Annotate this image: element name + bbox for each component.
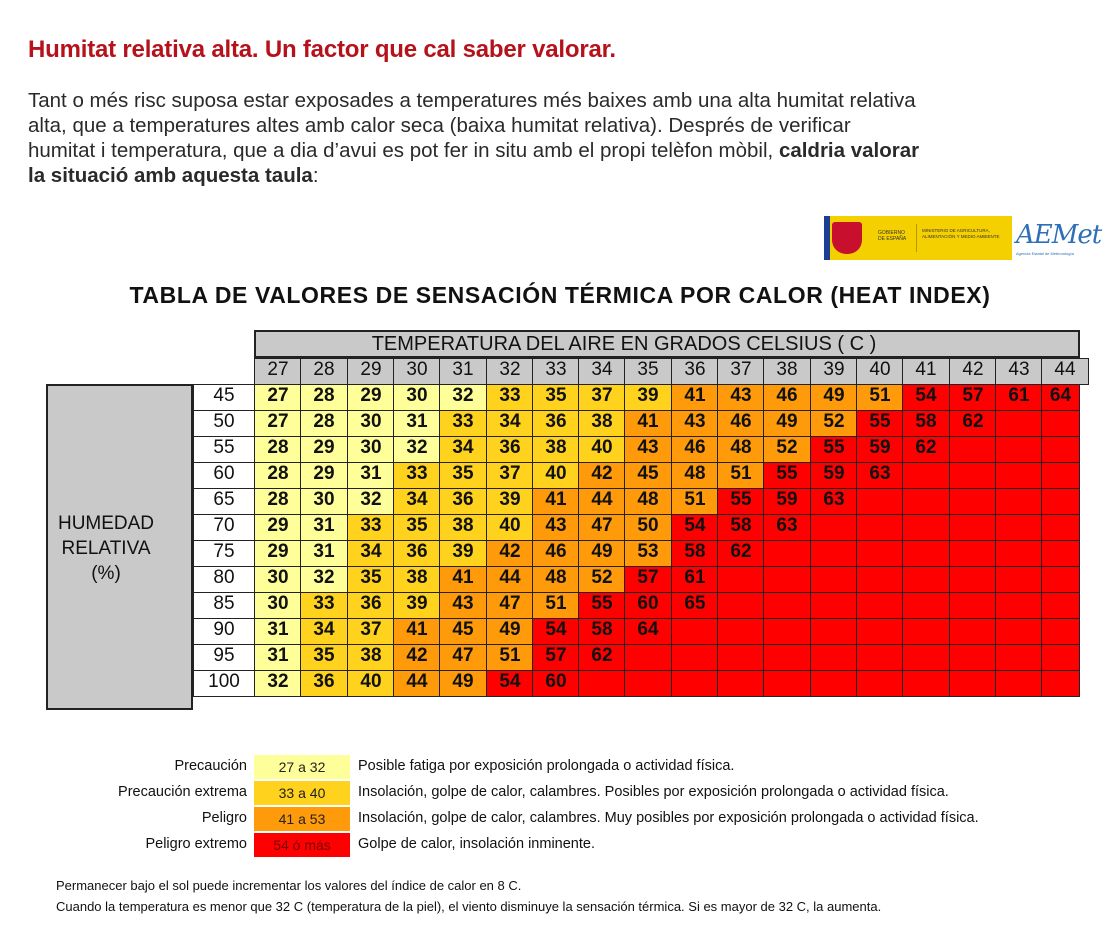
- heat-index-cell: 38: [439, 514, 487, 541]
- heat-index-cell: [995, 618, 1043, 645]
- legend-box-peligro: 41 a 53: [254, 807, 350, 831]
- heat-index-cell: 33: [439, 410, 487, 437]
- heat-index-cell: [995, 566, 1043, 593]
- heat-index-cell: 32: [439, 384, 487, 411]
- heat-index-cell: [856, 644, 904, 671]
- heat-index-cell: [856, 540, 904, 567]
- humidity-row-header: 95: [193, 644, 255, 671]
- legend-box-precaucion: 27 a 32: [254, 755, 350, 779]
- intro-line-1: Tant o més risc suposa estar exposades a temperatures més baixes amb una alta humitat relativa: [28, 89, 916, 112]
- heat-index-cell: [856, 618, 904, 645]
- heat-index-cell: [763, 644, 811, 671]
- temperature-header-cell: 27: [254, 358, 302, 385]
- heat-index-cell: [995, 436, 1043, 463]
- heat-index-cell: 29: [347, 384, 395, 411]
- heat-index-cell: [856, 488, 904, 515]
- heat-index-cell: 29: [254, 540, 302, 567]
- heat-index-cell: 30: [254, 566, 302, 593]
- heat-index-cell: 39: [486, 488, 534, 515]
- heat-index-cell: 61: [995, 384, 1043, 411]
- heat-index-cell: [995, 670, 1043, 697]
- heat-index-cell: 27: [254, 384, 302, 411]
- temperature-header: TEMPERATURA DEL AIRE EN GRADOS CELSIUS ( C ): [371, 333, 877, 355]
- heat-index-cell: 42: [486, 540, 534, 567]
- heat-index-cell: [902, 644, 950, 671]
- heat-index-cell: 42: [578, 462, 626, 489]
- heat-index-cell: 41: [671, 384, 719, 411]
- heat-index-cell: [902, 618, 950, 645]
- flag-band: [824, 216, 830, 260]
- heat-index-cell: 30: [347, 410, 395, 437]
- heat-index-cell: 30: [347, 436, 395, 463]
- intro-line-4: [28, 163, 1088, 188]
- temperature-header-cell: 34: [578, 358, 626, 385]
- heat-index-cell: 54: [532, 618, 580, 645]
- heat-index-cell: [1041, 644, 1080, 671]
- heat-index-cell: 33: [486, 384, 534, 411]
- heat-index-cell: [949, 566, 997, 593]
- heat-index-cell: 33: [393, 462, 441, 489]
- heat-index-cell: 41: [624, 410, 672, 437]
- temperature-header-cell: 43: [995, 358, 1043, 385]
- heat-index-cell: 45: [439, 618, 487, 645]
- heat-index-cell: 34: [393, 488, 441, 515]
- heat-index-cell: 40: [486, 514, 534, 541]
- heat-index-cell: [902, 462, 950, 489]
- page-heading: Humitat relativa alta. Un factor que cal saber valorar.: [28, 36, 616, 63]
- humidity-row-header: 60: [193, 462, 255, 489]
- humidity-row-header: 55: [193, 436, 255, 463]
- humidity-row-header: 85: [193, 592, 255, 619]
- heat-index-cell: 32: [393, 436, 441, 463]
- heat-index-cell: 55: [763, 462, 811, 489]
- heat-index-cell: 40: [578, 436, 626, 463]
- heat-index-cell: 50: [624, 514, 672, 541]
- heat-index-cell: 40: [532, 462, 580, 489]
- heat-index-cell: 60: [532, 670, 580, 697]
- heat-index-cell: [1041, 410, 1080, 437]
- intro-line-2: alta, que a temperatures altes amb calor seca (baixa humitat relativa). Després de verificar: [28, 114, 851, 137]
- heat-index-cell: 31: [254, 644, 302, 671]
- heat-index-cell: [949, 592, 997, 619]
- heat-index-cell: [717, 670, 765, 697]
- heat-index-cell: [995, 592, 1043, 619]
- heat-index-cell: 62: [717, 540, 765, 567]
- heat-index-cell: [856, 592, 904, 619]
- legend-desc-precaucion-extrema: Insolación, golpe de calor, calambres. Posibles por exposición prolongada o actividad física.: [358, 784, 949, 800]
- heat-index-cell: [624, 670, 672, 697]
- temperature-header-cell: 32: [486, 358, 534, 385]
- heat-index-cell: 32: [347, 488, 395, 515]
- legend-label-precaucion-extrema: Precaución extrema: [118, 784, 247, 800]
- heat-index-cell: 51: [717, 462, 765, 489]
- heat-index-cell: [717, 566, 765, 593]
- heat-index-cell: [949, 618, 997, 645]
- heat-index-cell: 44: [578, 488, 626, 515]
- heat-index-cell: 52: [810, 410, 858, 437]
- heat-index-cell: 57: [624, 566, 672, 593]
- humidity-label-line-3: (%): [91, 563, 121, 584]
- heat-index-cell: 63: [810, 488, 858, 515]
- heat-index-cell: 30: [393, 384, 441, 411]
- temperature-header-cell: 31: [439, 358, 487, 385]
- heat-index-cell: 39: [439, 540, 487, 567]
- humidity-label: [46, 511, 166, 586]
- heat-index-cell: [763, 566, 811, 593]
- heat-index-cell: [902, 670, 950, 697]
- heat-index-cell: 35: [393, 514, 441, 541]
- heat-index-cell: 29: [300, 462, 348, 489]
- heat-index-cell: [717, 644, 765, 671]
- ministerio-text: MINISTERIO DE AGRICULTURA, ALIMENTACIÓN Y MEDIO AMBIENTE: [922, 228, 1000, 239]
- heat-index-cell: [995, 540, 1043, 567]
- temperature-header-cell: 37: [717, 358, 765, 385]
- heat-index-cell: 39: [624, 384, 672, 411]
- heat-index-cell: [902, 592, 950, 619]
- heat-index-cell: 41: [532, 488, 580, 515]
- heat-index-cell: [810, 670, 858, 697]
- heat-index-cell: 43: [439, 592, 487, 619]
- heat-index-cell: 41: [439, 566, 487, 593]
- heat-index-cell: 41: [393, 618, 441, 645]
- temperature-header-cell: 41: [902, 358, 950, 385]
- intro-line-3-text: humitat i temperatura, que a dia d’avui es pot fer in situ amb el propi telèfon mòbil,: [28, 139, 779, 162]
- heat-index-cell: 55: [717, 488, 765, 515]
- heat-index-cell: 58: [578, 618, 626, 645]
- humidity-row-header: 65: [193, 488, 255, 515]
- heat-index-cell: [1041, 462, 1080, 489]
- heat-index-cell: 34: [347, 540, 395, 567]
- humidity-row-header: 75: [193, 540, 255, 567]
- heat-index-cell: 27: [254, 410, 302, 437]
- heat-index-cell: [763, 540, 811, 567]
- heat-index-cell: [810, 566, 858, 593]
- heat-index-cell: 34: [439, 436, 487, 463]
- heat-index-cell: 55: [578, 592, 626, 619]
- temperature-header-cell: 42: [949, 358, 997, 385]
- footnote-1: Permanecer bajo el sol puede incrementar los valores del índice de calor en 8 C.: [56, 878, 522, 893]
- heat-index-cell: [995, 488, 1043, 515]
- temperature-header-cell: 35: [624, 358, 672, 385]
- heat-index-cell: 62: [949, 410, 997, 437]
- heat-index-cell: [902, 488, 950, 515]
- heat-index-cell: 44: [393, 670, 441, 697]
- heat-index-cell: 37: [486, 462, 534, 489]
- heat-index-cell: [1041, 566, 1080, 593]
- heat-index-cell: [810, 514, 858, 541]
- heat-index-cell: [856, 514, 904, 541]
- heat-index-cell: 36: [486, 436, 534, 463]
- temperature-header-cell: 36: [671, 358, 719, 385]
- legend-label-peligro-extremo: Peligro extremo: [145, 836, 247, 852]
- heat-index-cell: 43: [532, 514, 580, 541]
- heat-index-cell: [949, 514, 997, 541]
- heat-index-cell: 48: [624, 488, 672, 515]
- heat-index-cell: [1041, 592, 1080, 619]
- heat-index-cell: 49: [810, 384, 858, 411]
- heat-index-cell: [949, 540, 997, 567]
- heat-index-cell: [763, 592, 811, 619]
- heat-index-cell: 46: [532, 540, 580, 567]
- heat-index-cell: 40: [347, 670, 395, 697]
- heat-index-cell: 54: [671, 514, 719, 541]
- legend-label-peligro: Peligro: [201, 810, 247, 826]
- heat-index-cell: 51: [532, 592, 580, 619]
- heat-index-cell: 62: [578, 644, 626, 671]
- heat-index-cell: 58: [902, 410, 950, 437]
- humidity-row-header: 100: [193, 670, 255, 697]
- temperature-header-cell: 29: [347, 358, 395, 385]
- heat-index-cell: [995, 514, 1043, 541]
- temperature-header-cell: 38: [763, 358, 811, 385]
- heat-index-cell: 46: [763, 384, 811, 411]
- heat-index-cell: 34: [300, 618, 348, 645]
- heat-index-cell: 52: [763, 436, 811, 463]
- heat-index-cell: 33: [300, 592, 348, 619]
- heat-index-cell: 54: [486, 670, 534, 697]
- heat-index-cell: 49: [763, 410, 811, 437]
- heat-index-cell: 35: [347, 566, 395, 593]
- heat-index-cell: 30: [300, 488, 348, 515]
- heat-index-cell: 36: [393, 540, 441, 567]
- gobierno-text: GOBIERNO DE ESPAÑA: [878, 230, 907, 242]
- temperature-header-cell: 39: [810, 358, 858, 385]
- heat-index-cell: 36: [439, 488, 487, 515]
- heat-index-cell: 28: [254, 436, 302, 463]
- legend-desc-precaucion: Posible fatiga por exposición prolongada o actividad física.: [358, 758, 735, 774]
- heat-index-cell: 39: [393, 592, 441, 619]
- institutional-logos: [824, 216, 1102, 262]
- humidity-row-header: 45: [193, 384, 255, 411]
- heat-index-cell: 28: [300, 384, 348, 411]
- heat-index-cell: 43: [671, 410, 719, 437]
- heat-index-cell: 53: [624, 540, 672, 567]
- heat-index-cell: [717, 592, 765, 619]
- heat-index-cell: 38: [532, 436, 580, 463]
- heat-index-cell: 37: [347, 618, 395, 645]
- heat-index-cell: [1041, 436, 1080, 463]
- gobierno-logo: [824, 216, 1012, 260]
- heat-index-cell: 36: [300, 670, 348, 697]
- heat-index-cell: [949, 644, 997, 671]
- heat-index-cell: 55: [856, 410, 904, 437]
- heat-index-cell: [1041, 670, 1080, 697]
- temperature-header-cell: 28: [300, 358, 348, 385]
- logo-divider: [916, 224, 917, 252]
- heat-index-cell: 35: [532, 384, 580, 411]
- heat-index-cell: [763, 618, 811, 645]
- heat-index-cell: [810, 540, 858, 567]
- intro-line-4-end: :: [312, 164, 319, 187]
- heat-index-cell: [578, 670, 626, 697]
- heat-index-cell: 38: [347, 644, 395, 671]
- heat-index-cell: 31: [347, 462, 395, 489]
- intro-line-3: [28, 138, 1088, 163]
- heat-index-cell: [810, 592, 858, 619]
- heat-index-cell: 51: [856, 384, 904, 411]
- heat-index-cell: [671, 618, 719, 645]
- heat-index-cell: 47: [578, 514, 626, 541]
- heat-index-cell: [1041, 540, 1080, 567]
- heat-index-cell: [949, 462, 997, 489]
- temperature-header-cell: 40: [856, 358, 904, 385]
- intro-line-4-bold: la situació amb aquesta taula: [28, 164, 313, 187]
- heat-index-cell: 28: [300, 410, 348, 437]
- heat-index-cell: [671, 644, 719, 671]
- heat-index-cell: 62: [902, 436, 950, 463]
- heat-index-cell: 35: [439, 462, 487, 489]
- heat-index-cell: [1041, 514, 1080, 541]
- heat-index-cell: 28: [254, 462, 302, 489]
- heat-index-cell: [810, 644, 858, 671]
- heat-index-cell: [763, 670, 811, 697]
- heat-index-cell: 61: [671, 566, 719, 593]
- intro-paragraph: [28, 88, 1088, 188]
- heat-index-cell: [949, 436, 997, 463]
- legend-label-precaucion: Precaución: [174, 758, 247, 774]
- legend-box-precaucion-extrema: 33 a 40: [254, 781, 350, 805]
- heat-index-cell: 63: [856, 462, 904, 489]
- heat-index-cell: 47: [486, 592, 534, 619]
- heat-index-cell: 57: [949, 384, 997, 411]
- heat-index-cell: 52: [578, 566, 626, 593]
- table-title: TABLA DE VALORES DE SENSACIÓN TÉRMICA POR CALOR (HEAT INDEX): [129, 282, 991, 308]
- heat-index-cell: 55: [810, 436, 858, 463]
- heat-index-cell: 43: [624, 436, 672, 463]
- heat-index-cell: 37: [578, 384, 626, 411]
- heat-index-cell: [624, 644, 672, 671]
- heat-index-cell: 49: [439, 670, 487, 697]
- heat-index-cell: 64: [1041, 384, 1080, 411]
- aemet-subtitle: Agencia Estatal de Meteorología: [1016, 251, 1074, 256]
- humidity-row-header: 90: [193, 618, 255, 645]
- heat-index-cell: 60: [624, 592, 672, 619]
- intro-line-3-bold: caldria valorar: [778, 139, 920, 162]
- heat-index-cell: 57: [532, 644, 580, 671]
- heat-index-cell: 58: [671, 540, 719, 567]
- heat-index-cell: [902, 514, 950, 541]
- heat-index-cell: 44: [486, 566, 534, 593]
- heat-index-cell: 33: [347, 514, 395, 541]
- heat-index-cell: 38: [393, 566, 441, 593]
- heat-index-cell: 49: [578, 540, 626, 567]
- heat-index-cell: 59: [810, 462, 858, 489]
- heat-index-cell: [902, 566, 950, 593]
- heat-index-cell: 47: [439, 644, 487, 671]
- heat-index-cell: 51: [486, 644, 534, 671]
- heat-index-cell: 32: [254, 670, 302, 697]
- heat-index-cell: 36: [347, 592, 395, 619]
- heat-index-cell: 31: [300, 514, 348, 541]
- heat-index-cell: 59: [856, 436, 904, 463]
- heat-index-cell: 48: [671, 462, 719, 489]
- temperature-header-cell: 44: [1041, 358, 1089, 385]
- heat-index-cell: [717, 618, 765, 645]
- heat-index-cell: 31: [300, 540, 348, 567]
- humidity-row-header: 70: [193, 514, 255, 541]
- heat-index-cell: 51: [671, 488, 719, 515]
- heat-index-cell: [995, 462, 1043, 489]
- heat-index-cell: [856, 670, 904, 697]
- heat-index-cell: 34: [486, 410, 534, 437]
- coat-of-arms-icon: [832, 222, 862, 254]
- heat-index-cell: [856, 566, 904, 593]
- heat-index-cell: 30: [254, 592, 302, 619]
- heat-index-cell: 54: [902, 384, 950, 411]
- heat-index-cell: 48: [532, 566, 580, 593]
- heat-index-cell: [902, 540, 950, 567]
- heat-index-cell: 48: [717, 436, 765, 463]
- heat-index-cell: [995, 410, 1043, 437]
- heat-index-cell: [1041, 618, 1080, 645]
- heat-index-cell: 49: [486, 618, 534, 645]
- legend-desc-peligro: Insolación, golpe de calor, calambres. Muy posibles por exposición prolongada o actividad física.: [358, 810, 979, 826]
- humidity-row-header: 80: [193, 566, 255, 593]
- heat-index-cell: 63: [763, 514, 811, 541]
- heat-index-cell: 58: [717, 514, 765, 541]
- heat-index-cell: [1041, 488, 1080, 515]
- heat-index-cell: 42: [393, 644, 441, 671]
- heat-index-cell: [949, 488, 997, 515]
- heat-index-cell: 43: [717, 384, 765, 411]
- heat-index-cell: 32: [300, 566, 348, 593]
- heat-index-cell: 35: [300, 644, 348, 671]
- humidity-row-header: 50: [193, 410, 255, 437]
- heat-index-cell: 31: [393, 410, 441, 437]
- heat-index-cell: 64: [624, 618, 672, 645]
- humidity-label-line-1: HUMEDAD: [57, 513, 155, 534]
- temperature-header-cell: 30: [393, 358, 441, 385]
- heat-index-cell: 45: [624, 462, 672, 489]
- heat-index-cell: [810, 618, 858, 645]
- humidity-label-line-2: RELATIVA: [61, 538, 151, 559]
- heat-index-cell: [995, 644, 1043, 671]
- heat-index-cell: 29: [254, 514, 302, 541]
- aemet-logo: AEMet: [1016, 220, 1102, 250]
- heat-index-cell: 29: [300, 436, 348, 463]
- heat-index-cell: 65: [671, 592, 719, 619]
- heat-index-cell: 46: [671, 436, 719, 463]
- heat-index-cell: [949, 670, 997, 697]
- temperature-header-cell: 33: [532, 358, 580, 385]
- heat-index-cell: 59: [763, 488, 811, 515]
- heat-index-cell: 31: [254, 618, 302, 645]
- legend-desc-peligro-extremo: Golpe de calor, insolación inminente.: [358, 836, 595, 852]
- heat-index-cell: 46: [717, 410, 765, 437]
- footnote-2: Cuando la temperatura es menor que 32 C (temperatura de la piel), el viento disminuye la sensación térmica. Si es mayor de 32 C, la aumenta.: [56, 899, 882, 914]
- heat-index-cell: 36: [532, 410, 580, 437]
- heat-index-cell: [671, 670, 719, 697]
- heat-index-cell: 38: [578, 410, 626, 437]
- legend-box-peligro-extremo: 54 ó más: [254, 833, 350, 857]
- heat-index-cell: 28: [254, 488, 302, 515]
